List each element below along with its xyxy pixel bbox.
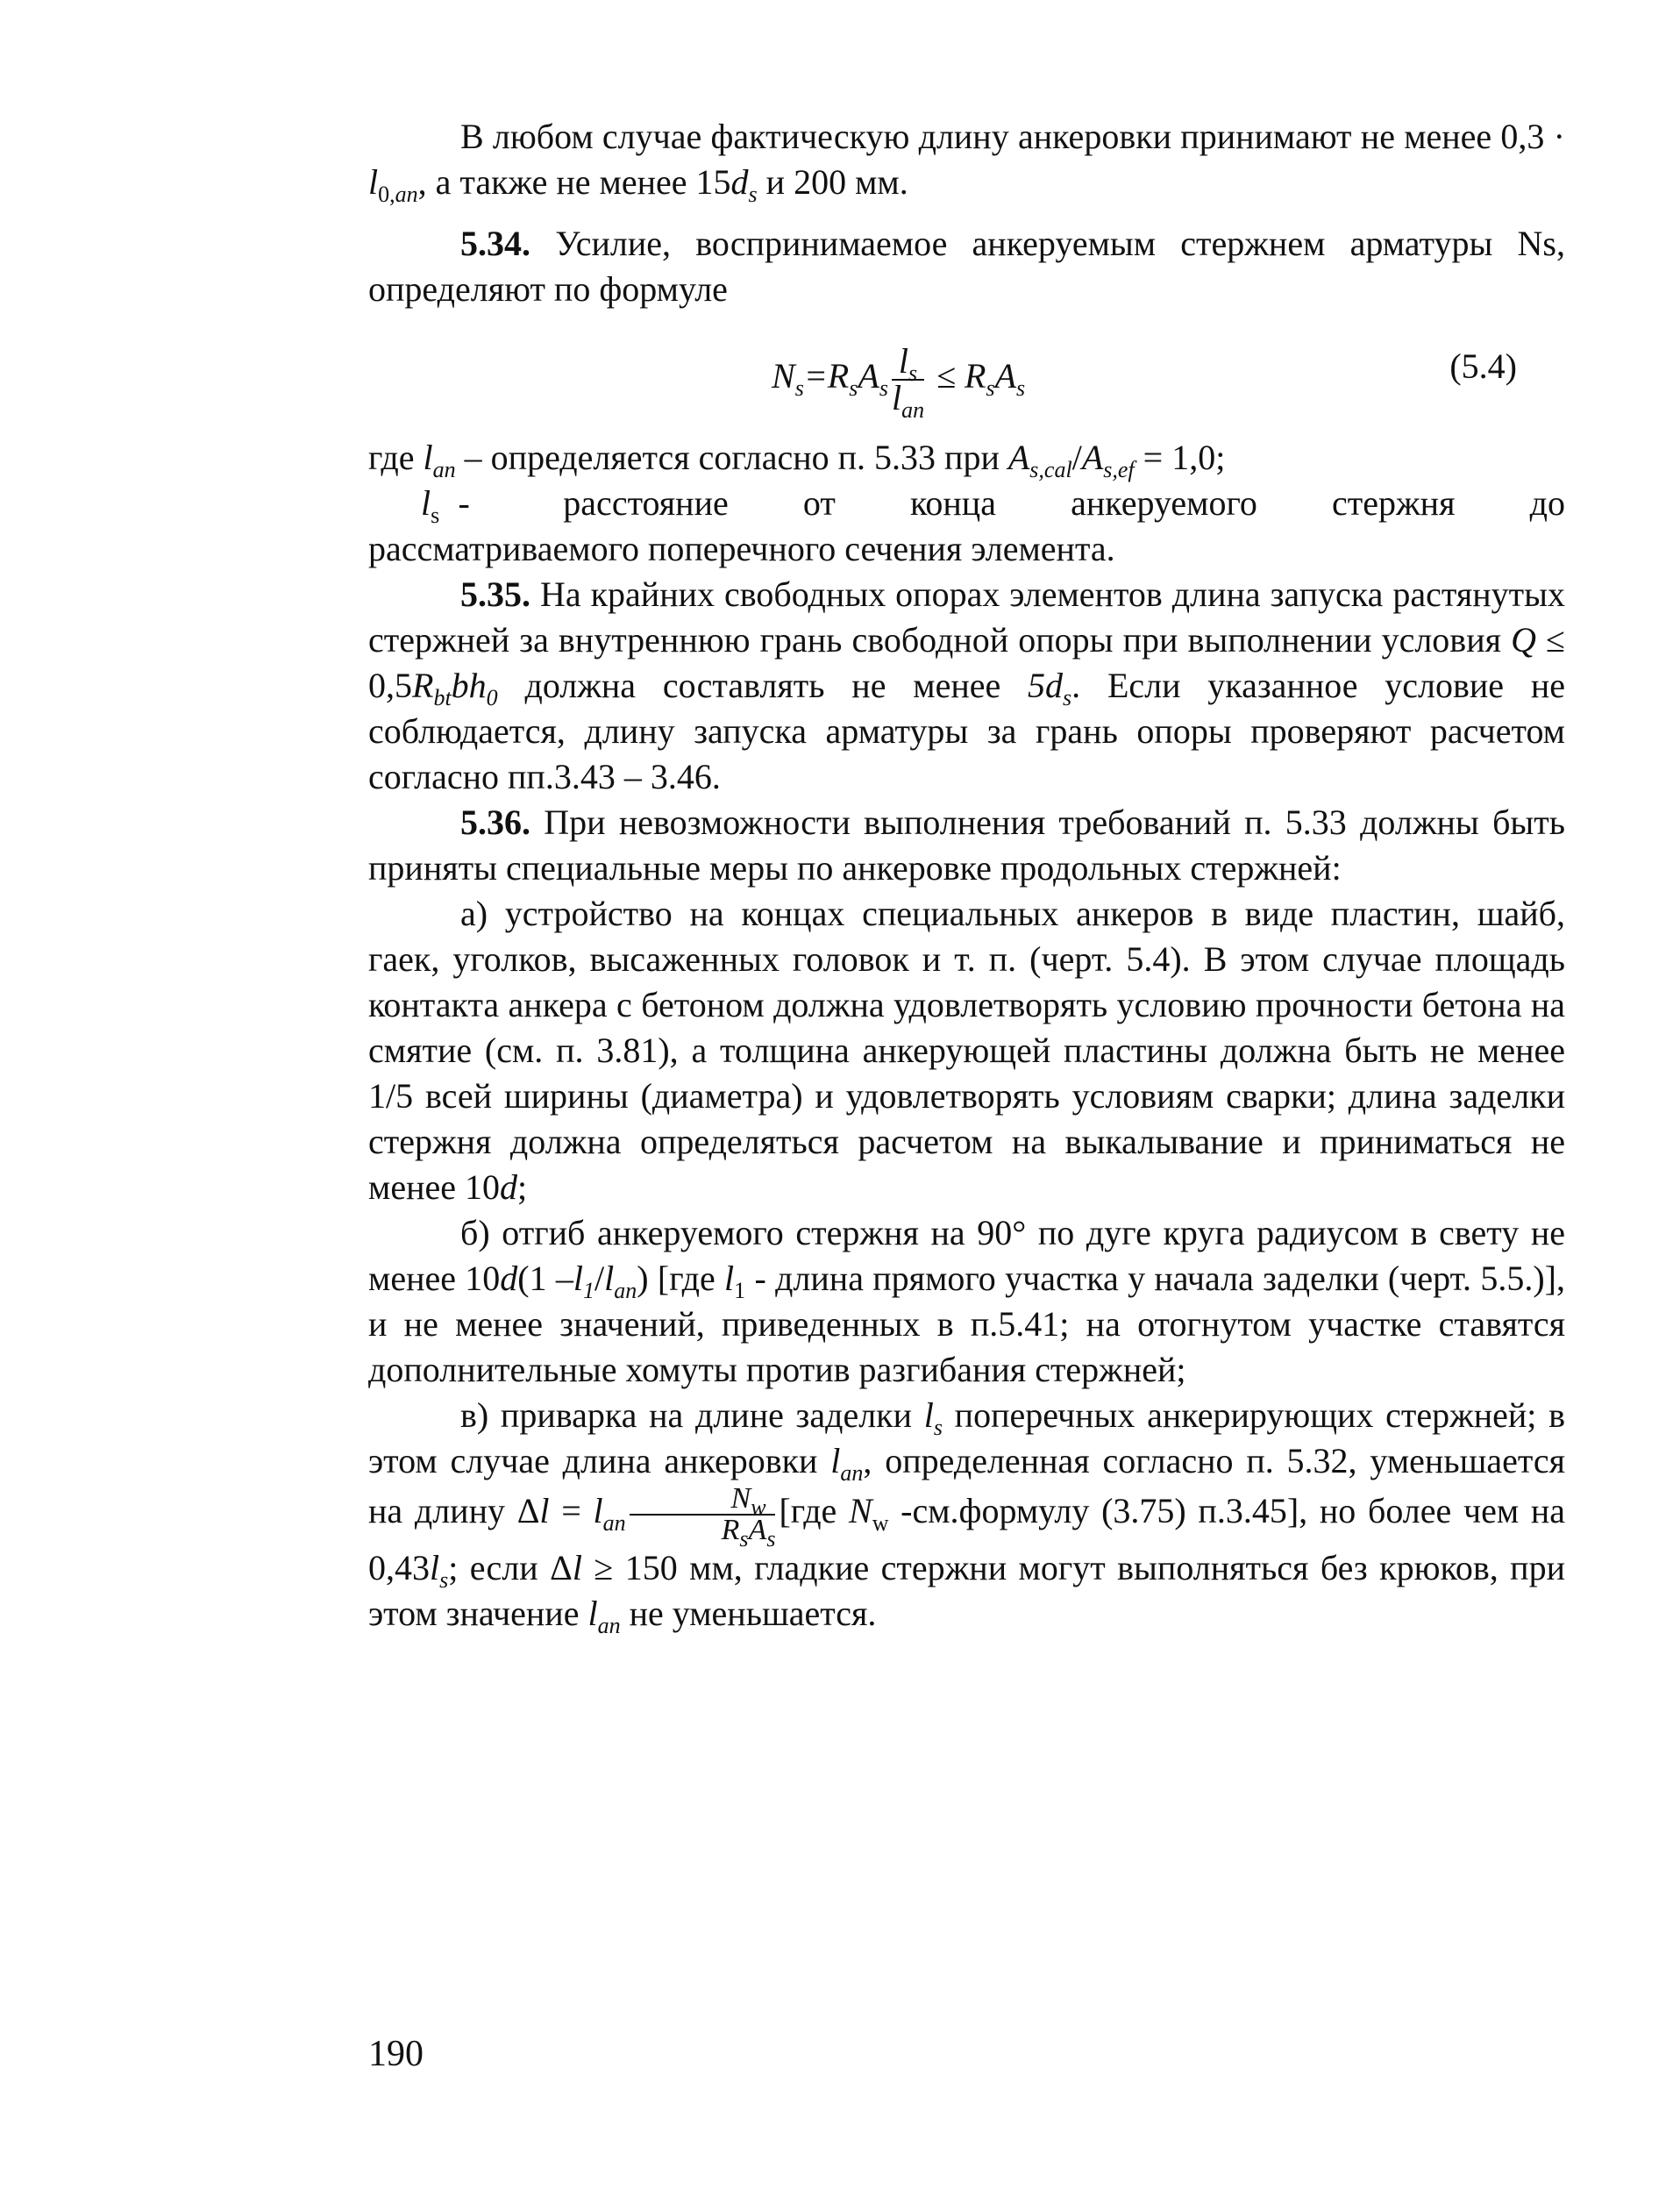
section-number-5-36: 5.36. bbox=[460, 802, 530, 842]
formula-expression: $N_s=R_sA_s$ $\frac{l_s}{l_{an}}$ ≤ $R_sA_s$ bbox=[772, 341, 1026, 423]
body-text bbox=[368, 114, 1565, 1637]
section-number-5-34: 5.34. bbox=[460, 224, 530, 263]
formula-number: (5.4) bbox=[1449, 346, 1517, 386]
paragraph-5-34-text: Усилие, воспринимаемое анкеруемым стержнем арматуры Ns, определяют по формуле bbox=[368, 224, 1565, 309]
section-number-5-35: 5.35. bbox=[460, 574, 530, 614]
paragraph-5-35: 5.35. На крайних свободных опорах элементов длина запуска растянутых стержней за внутреннюю грань свободной опоры при выполнении условия $Q \le 0,5R_{bt}bh_0$ должна составлять не менее $5d_s$. Если указанное условие не соблюдается, длину запуска арматуры за грань опоры проверяют расчетом согласно пп.3.43 – 3.46. bbox=[368, 574, 1566, 796]
paragraph-5-34 bbox=[368, 221, 1565, 312]
paragraph-5-36 bbox=[368, 800, 1565, 891]
paragraph-item-a: а) устройство на концах специальных анкеров в виде пластин, шайб, гаек, уголков, высаженных головок и т. п. (черт. 5.4). В этом случае площадь контакта анкера с бетоном должна удовлетворять условию прочности бетона на смятие (см. п. 3.81), а толщина анкерующей пластины должна быть не менее 1/5 всей ширины (диаметра) и удовлетворять условиям сварки; длина заделки стержня должна определяться расчетом на выкалывание и приниматься не менее 10d; bbox=[368, 894, 1565, 1207]
paragraph-where-lan: где $l_{an}$ – определяется согласно п. 5.33 при $A_{s,cal}/A_{s,ef} = 1,0$; bbox=[368, 438, 1226, 482]
paragraph-5-36-text: При невозможности выполнения требований п. 5.33 должны быть приняты специальные меры по анкеровке продольных стержней: bbox=[368, 802, 1566, 888]
paragraph-item-v: в) приварка на длине заделки $l_s$ поперечных анкерирующих стержней; в этом случае длина анкеровки $l_{an}$, определенная согласно п. 5.32, уменьшается на длину $\Delta l = l_{an}$ $\frac{N_w}{R_sA_s}$ [где $N_w$ -см.формулу (3.75) п.3.45], но более чем на $0,43l_s$; если Δl ≥ 150 мм, гладкие стержни могут выполняться без крюков, при этом значение $l_{an}$ не уменьшается. bbox=[368, 1395, 1566, 1638]
paragraph-anchorage-length: В любом случае фактическую длину анкеровки принимают не менее $0,3 \cdot l_{0,an}$, а также не менее $15d_s$ и 200 мм. bbox=[368, 117, 1565, 207]
paragraph-item-b: б) отгиб анкеруемого стержня на 90° по дуге круга радиусом в свету не менее 10d(1 $-l_1/l_{an}$) [где $l_1$ - длина прямого участка у начала заделки (черт. 5.5.)], и не менее значений, приведенных в п.5.41; на отогнутом участке ставятся дополнительные хомуты против разгибания стержней; bbox=[368, 1213, 1565, 1389]
fraction-ls-lan: $\frac{l_s}{l_{an}}$ bbox=[891, 341, 925, 423]
paragraph-ls-definition: $l_s$ - расстояние от конца анкеруемого стержня до рассматриваемого поперечного сечения элемента. bbox=[368, 483, 1565, 568]
page-number: 190 bbox=[368, 2034, 424, 2074]
fraction-nw-rsas: $\frac{N_w}{R_sA_s}$ bbox=[630, 1484, 776, 1545]
formula-5-4 bbox=[368, 317, 1565, 432]
